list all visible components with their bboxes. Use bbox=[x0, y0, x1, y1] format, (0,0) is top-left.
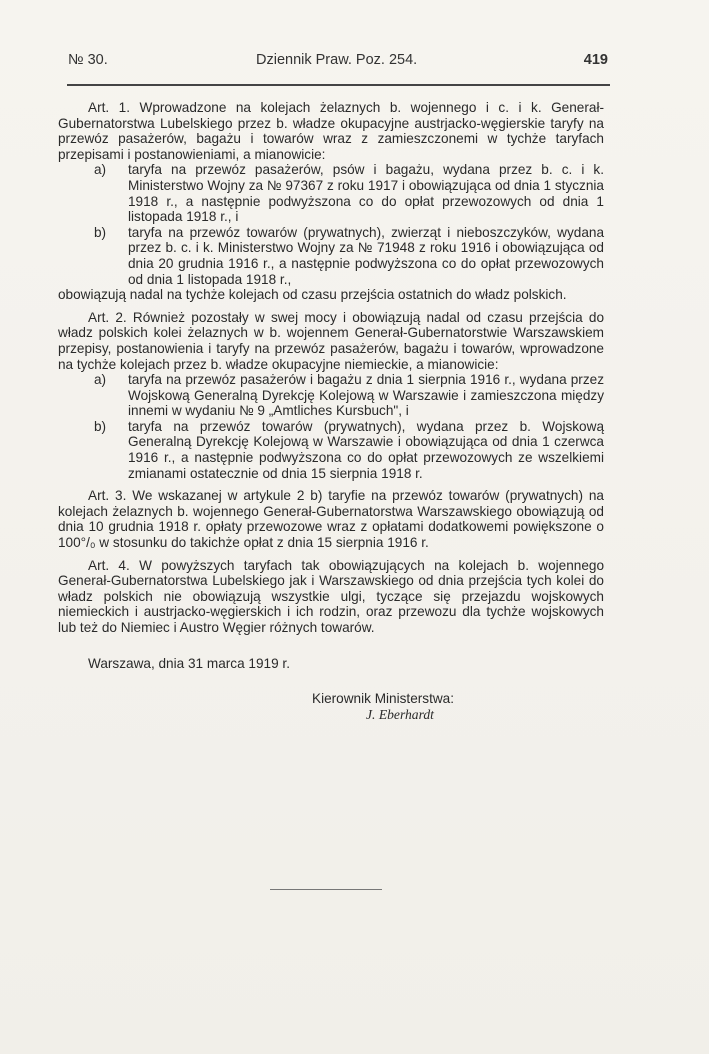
spacer bbox=[58, 551, 604, 558]
article-1-outro: obowiązują nadal na tychże kolejach od czasu przejścia ostatnich do władz polskich. bbox=[58, 287, 567, 303]
article-1-label: Art. 1. bbox=[88, 100, 130, 115]
article-4 bbox=[58, 558, 604, 636]
item-text: taryfa na przewóz towarów (prywatnych), wydana przez b. Wojskową Generalną Dyrekcję Kolejową w Warszawie i obowiązująca od dnia 1 czerwca 1916 r., a następnie podwyższona co do opłat przewozowych ze wszelkiemi zmianami ostatecznie od dnia 15 sierpnia 1918 r. bbox=[128, 418, 604, 481]
spacer bbox=[58, 481, 604, 488]
issue-number: № 30. bbox=[68, 52, 108, 68]
spacer bbox=[58, 671, 604, 691]
article-4-text: W powyższych taryfach tak obowiązujących na kolejach b. wojennego Generał-Gubernatorstwa Lubelskiego jak i Warszawskiego od dnia przejścia tych kolei do władz polskich nie obowiązują wszystkie ulgi, tyczące się przejazdu wojskowych niemieckich i austrjacko-węgierskich i ich rodzin, oraz przewozu dla tychże wojskowych lub też do Niemiec i Austro Węgier różnych towarów. bbox=[58, 557, 605, 635]
article-2-item-a bbox=[58, 372, 604, 419]
page-header bbox=[68, 52, 608, 76]
page-number: 419 bbox=[583, 52, 608, 68]
item-label: b) bbox=[94, 418, 107, 434]
article-1-item-b bbox=[58, 225, 604, 287]
item-label: a) bbox=[94, 162, 107, 178]
spacer bbox=[58, 303, 604, 310]
signatory-title: Kierownik Ministerstwa: bbox=[312, 691, 455, 707]
item-text: taryfa na przewóz pasażerów i bagażu z dnia 1 sierpnia 1916 r., wydana przez Wojskową Generalną Dyrekcję Kolejową w Warszawie i zamieszczona między innemi w wydaniu № 9 „Amtliches Kursbuch", i bbox=[128, 372, 604, 419]
place-and-date: Warszawa, dnia 31 marca 1919 r. bbox=[88, 655, 290, 671]
article-2-text: Również pozostały w swej mocy i obowiązują nadal od czasu przejścia do władz polskich kolei żelaznych w b. wojennem Generał-Gubernatorstwie Warszawskiem przepisy, postanowienia i taryfy na przewóz pasażerów, bagażu i towarów, wprowadzone na tychże kolejach przez b. władze okupacyjne niemieckie, a mianowicie: bbox=[58, 309, 605, 372]
article-2-intro bbox=[58, 310, 604, 372]
article-1-intro bbox=[58, 100, 604, 162]
article-3-text: We wskazanej w artykule 2 b) taryfie na przewóz towarów (prywatnych) na kolejach żelaznych b. wojennego Generał-Gubernatorstwa Warszawskiego obowiązują od dnia 10 grudnia 1918 r. opłaty przewozowe wraz z opłatami dodatkowemi powiększone o 100°/₀ w stosunku do takichże opłat z dnia 15 sierpnia 1916 r. bbox=[58, 488, 604, 551]
item-text: taryfa na przewóz pasażerów, psów i bagażu, wydana przez b. c. i k. Ministerstwo Wojny za № 97367 z roku 1917 i obowiązująca od dnia 1 stycznia 1918 r., a następnie podwyższona co do opłat przewozowych od dnia 1 listopada 1918 r., i bbox=[128, 162, 604, 225]
article-2-label: Art. 2. bbox=[88, 309, 127, 325]
signatory-name: J. Eberhardt bbox=[366, 706, 434, 722]
item-label: b) bbox=[94, 224, 107, 240]
article-1-item-a bbox=[58, 162, 604, 224]
item-label: a) bbox=[94, 372, 107, 388]
article-2-item-b bbox=[58, 419, 604, 481]
document-body bbox=[58, 100, 604, 722]
journal-title: Dziennik Praw. Poz. 254. bbox=[256, 52, 418, 68]
item-text: taryfa na przewóz towarów (prywatnych), zwierząt i nieboszczyków, wydana przez b. c. i k. Ministerstwo Wojny za № 71948 z roku 1916 i obowiązująca od dnia 20 grudnia 1916 r., a następnie podwyższona co do opłat przewozowych od dnia 1 listopada 1918 r., bbox=[128, 224, 604, 287]
header-rule bbox=[67, 84, 610, 86]
closing-rule bbox=[270, 889, 382, 890]
spacer bbox=[58, 636, 604, 656]
article-4-label: Art. 4. bbox=[88, 557, 130, 573]
article-3-label: Art. 3. bbox=[88, 488, 127, 504]
article-1-text: Wprowadzone na kolejach żelaznych b. wojennego i c. i k. Generał-Gubernatorstwa Lubelskiego przez b. władze okupacyjne austrjacko-węgierskie taryfy na przewóz pasażerów, bagażu i towarów wraz z zamieszczonemi w tychże taryfach przepisami i postanowieniami, a mianowicie: bbox=[58, 100, 604, 162]
article-3 bbox=[58, 488, 604, 550]
